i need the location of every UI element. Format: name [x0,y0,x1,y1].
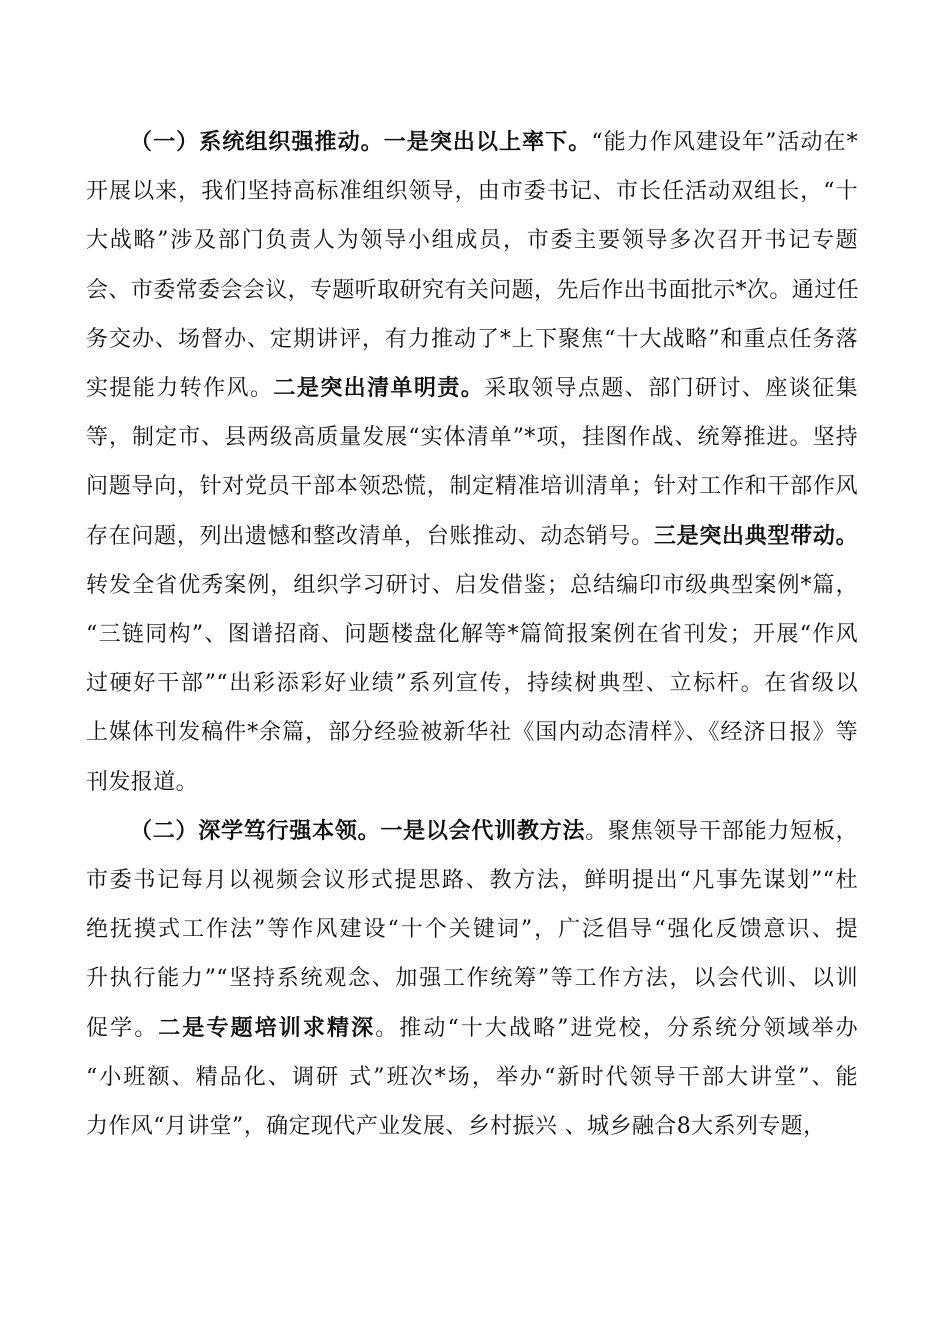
bold-heading-text: （一）系统组织强推动。一是突出以上率下。 [130,130,592,155]
paragraph-line [86,177,858,207]
paragraph-line [86,472,858,502]
body-text-run: 存在问题，列出遗憾和整改清单，台账推动、动态销号。 [86,523,654,549]
paragraph-line [86,866,858,896]
body-text-run: “能力作风建设年”活动在* [591,130,858,155]
body-text-run: 力作风“月讲堂”，确定现代产业发展、乡村振兴 、城乡融合8大系列专题， [86,1114,826,1139]
bold-heading-text: 二是专题培训求精深 [158,1015,376,1041]
paragraph-line [86,1063,858,1093]
paragraph-line [86,669,858,699]
bold-heading-text: 二是突出清单明责。 [273,376,485,401]
paragraph-line [86,374,858,404]
body-text-run: “小班额、精品化、调研 式”班次*场，举办“新时代领导干部大讲堂”、能 [86,1064,858,1090]
paragraph-line [86,964,858,994]
paragraph-first-line [130,817,858,847]
body-text-run: 上媒体刊发稿件*余篇，部分经验被新华社《国内动态清样》、《经济日报》等 [86,720,858,746]
bold-heading-text: 三是突出典型带动。 [653,523,858,549]
paragraph-line [86,522,858,552]
body-text-run: 大战略”涉及部门负责人为领导小组成员，市委主要领导多次召开书记专题 [86,228,858,254]
paragraph-line [86,1112,826,1142]
paragraph-line [86,718,858,748]
body-text-run: “三链同构”、图谱招商、问题楼盘化解等*篇简报案例在省刊发；开展“作风 [86,622,858,647]
body-text-run: 过硬好干部”“出彩添彩好业绩”系列宣传，持续树典型、立标杆。在省级以 [86,671,858,697]
paragraph-line [86,325,858,355]
paragraph-line [86,423,858,453]
body-text-run: 市委书记每月以视频会议形式提思路、教方法，鲜明提出“凡事先谋划”“杜 [86,868,858,893]
paragraph-line [86,1014,858,1044]
body-text-run: 会、市委常委会会议，专题听取研究有关问题，先后作出书面批示*次。通过任 [86,277,860,303]
body-text-run: 等，制定市、县两级高质量发展“实体清单”*项，挂图作战、统筹推进。坚持 [86,425,858,451]
body-text-run: 实提能力转作风。 [86,376,274,401]
paragraph-line [86,915,858,945]
body-text-run: 升执行能力”“坚持系统观念、加强工作统筹”等工作方法，以会代训、以训 [86,966,858,992]
body-text-run: 问题导向，针对党员干部本领恐慌，制定精准培训清单；针对工作和干部作风 [86,474,858,500]
paragraph-line [86,226,858,256]
body-text-run: 绝抚摸式工作法”等作风建设“十个关键词”，广泛倡导“强化反馈意识、提 [86,917,858,943]
body-text-run: 。聚焦领导干部能力短板， [585,818,858,844]
body-text-run: 务交办、场督办、定期讲评，有力推动了*上下聚焦“十大战略”和重点任务落 [86,326,858,352]
body-text-run: 开展以来，我们坚持高标准组织领导，由市委书记、市长任活动双组长，“十 [86,179,858,205]
body-text-run: 刊发报道。 [86,769,199,795]
body-text-run: 促学。 [86,1015,159,1041]
paragraph-line [86,571,858,601]
body-text-run: 。推动“十大战略”进党校，分系统分领域举办 [375,1015,858,1041]
body-text-run: 转发全省优秀案例，组织学习研讨、启发借鉴；总结编印市级典型案例*篇， [86,572,858,598]
bold-heading-text: （二）深学笃行强本领。一是以会代训教方法 [130,818,586,844]
body-text-run: 采取领导点题、部门研讨、座谈征集 [484,376,859,401]
paragraph-line [86,276,858,306]
paragraph-line [86,768,198,798]
paragraph-line [86,620,858,650]
paragraph-first-line [130,128,858,158]
